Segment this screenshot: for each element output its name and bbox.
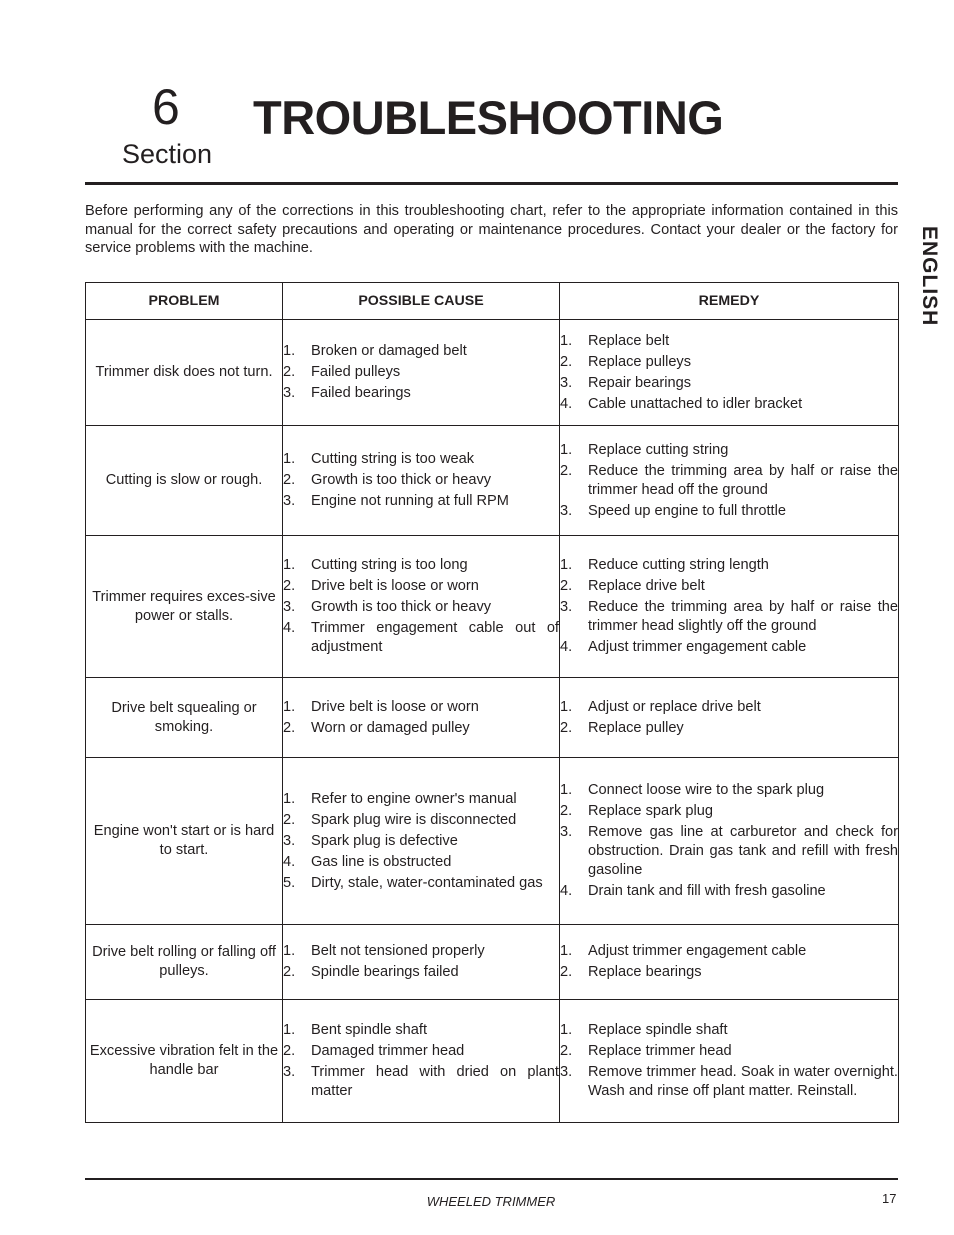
cause-list: [283, 342, 559, 403]
list-item-number: 3.: [560, 599, 573, 615]
list-item-text: Drain tank and fill with fresh gasoline: [588, 883, 826, 899]
list-item-number: 3.: [283, 1064, 296, 1080]
language-side-label: ENGLISH: [918, 226, 941, 327]
table-row: [86, 320, 899, 426]
list-item: [560, 1042, 898, 1061]
list-item: [283, 811, 559, 830]
cause-cell: [283, 1000, 560, 1123]
cause-cell: [283, 536, 560, 678]
problem-cell: Engine won't start or is hard to start.: [86, 758, 283, 925]
remedy-list: [560, 556, 898, 657]
list-item-text: Drive belt is loose or worn: [311, 698, 479, 715]
list-item-text: Growth is too thick or heavy: [311, 599, 492, 615]
list-item-number: 3.: [560, 824, 573, 840]
list-item-text: Cable unattached to idler bracket: [588, 395, 803, 412]
list-item: [560, 942, 898, 961]
list-item-text: Connect loose wire to the spark plug: [588, 782, 825, 798]
list-item: [560, 963, 898, 982]
list-item-text: Failed pulleys: [311, 364, 401, 380]
header-problem: PROBLEM: [86, 283, 283, 320]
cause-list: [283, 942, 559, 982]
list-item-number: 1.: [283, 1022, 296, 1038]
page-number: 17: [882, 1191, 897, 1206]
list-item-text: Speed up engine to full throttle: [588, 502, 786, 519]
problem-cell: Trimmer disk does not turn.: [86, 320, 283, 426]
cause-cell: [283, 426, 560, 536]
list-item-text: Replace trimmer head: [588, 1043, 732, 1059]
section-word: Section: [122, 139, 213, 169]
list-item-text: Remove trimmer head. Soak in water overnight. Wash and rinse off plant matter. Reinstall.: [588, 1064, 898, 1099]
list-item-number: 1.: [560, 698, 573, 715]
list-item-number: 5.: [283, 874, 296, 891]
troubleshooting-table: [85, 282, 899, 1123]
list-item-number: 1.: [283, 943, 296, 959]
list-item-text: Trimmer engagement cable out of adjustment: [311, 620, 559, 655]
list-item-text: Spark plug wire is disconnected: [311, 811, 517, 828]
table-row: [86, 925, 899, 1000]
list-item-text: Repair bearings: [588, 374, 692, 391]
list-item-number: 1.: [560, 557, 573, 573]
list-item-number: 2.: [283, 719, 296, 736]
list-item: [560, 332, 898, 351]
list-item: [283, 450, 559, 469]
list-item: [283, 556, 559, 575]
remedy-cell: [560, 758, 899, 925]
list-item-number: 2.: [560, 1043, 573, 1059]
remedy-list: [560, 441, 898, 521]
list-item-number: 3.: [283, 832, 296, 849]
section-number: 6: [152, 79, 180, 135]
list-item: [283, 963, 559, 982]
remedy-list: [560, 781, 898, 901]
list-item-number: 1.: [560, 441, 573, 458]
list-item-text: Replace spark plug: [588, 803, 713, 819]
list-item: [283, 832, 559, 851]
list-item: [283, 577, 559, 596]
list-item-text: Reduce the trimming area by half or raise the trimmer head off the ground: [588, 462, 898, 498]
list-item-text: Replace pulley: [588, 719, 684, 736]
list-item-text: Reduce cutting string length: [588, 557, 769, 573]
list-item-number: 2.: [283, 811, 296, 828]
table-row: [86, 758, 899, 925]
list-item-number: 1.: [283, 451, 296, 467]
list-item: [560, 719, 898, 738]
list-item-number: 2.: [560, 353, 573, 370]
list-item-number: 4.: [560, 395, 573, 412]
list-item-number: 1.: [283, 698, 296, 715]
list-item: [560, 1063, 898, 1101]
list-item-number: 1.: [283, 790, 296, 807]
list-item-text: Engine not running at full RPM: [311, 493, 509, 509]
list-item: [283, 874, 559, 893]
list-item: [283, 698, 559, 717]
intro-paragraph: Before performing any of the corrections in this troubleshooting chart, refer to the appropriate information contained in this manual for the correct safety precautions and operating or maintenance procedures. Contact your dealer or the factory for service problems with the machine.: [85, 203, 898, 257]
list-item-number: 4.: [560, 883, 573, 899]
table-row: [86, 678, 899, 758]
remedy-list: [560, 942, 898, 982]
problem-cell: Drive belt rolling or falling off pulleys.: [86, 925, 283, 1000]
header-remedy: REMEDY: [560, 283, 899, 320]
footer-title: WHEELED TRIMMER: [426, 1194, 556, 1209]
cause-cell: [283, 678, 560, 758]
problem-cell: Trimmer requires exces-sive power or stalls.: [86, 536, 283, 678]
list-item: [283, 942, 559, 961]
page-title: TROUBLESHOOTING: [253, 91, 724, 144]
table-row: [86, 1000, 899, 1123]
list-item-text: Broken or damaged belt: [311, 343, 467, 359]
remedy-list: [560, 332, 898, 414]
cause-list: [283, 450, 559, 511]
list-item-text: Adjust trimmer engagement cable: [588, 943, 807, 959]
list-item-text: Drive belt is loose or worn: [311, 578, 479, 594]
list-item-text: Replace bearings: [588, 964, 702, 980]
list-item-text: Spark plug is defective: [311, 832, 458, 849]
list-item-number: 3.: [283, 599, 296, 615]
list-item: [560, 781, 898, 800]
list-item-number: 1.: [560, 332, 573, 349]
problem-cell: Cutting is slow or rough.: [86, 426, 283, 536]
list-item: [560, 441, 898, 460]
list-item: [283, 790, 559, 809]
cause-cell: [283, 320, 560, 426]
list-item-text: Replace spindle shaft: [588, 1022, 728, 1038]
list-item-number: 2.: [560, 964, 573, 980]
list-item: [560, 374, 898, 393]
list-item: [283, 853, 559, 872]
list-item-text: Replace cutting string: [588, 441, 729, 458]
list-item: [283, 1063, 559, 1101]
list-item: [283, 719, 559, 738]
remedy-list: [560, 1021, 898, 1101]
list-item-text: Cutting string is too long: [311, 557, 468, 573]
list-item-number: 2.: [560, 719, 573, 736]
list-item-text: Adjust trimmer engagement cable: [588, 639, 807, 655]
list-item-text: Trimmer head with dried on plant matter: [311, 1064, 559, 1099]
list-item-number: 1.: [560, 943, 573, 959]
list-item-number: 2.: [283, 1043, 296, 1059]
list-item: [283, 363, 559, 382]
remedy-cell: [560, 536, 899, 678]
problem-cell: Excessive vibration felt in the handle bar: [86, 1000, 283, 1123]
cause-cell: [283, 758, 560, 925]
list-item: [560, 1021, 898, 1040]
list-item: [560, 502, 898, 521]
list-item-text: Failed bearings: [311, 385, 411, 401]
list-item-number: 4.: [560, 639, 573, 655]
table-header-row: [86, 283, 899, 320]
list-item-number: 3.: [283, 493, 296, 509]
list-item-text: Dirty, stale, water-contaminated gas: [311, 874, 543, 891]
footer-rule: [85, 1178, 898, 1180]
list-item: [283, 619, 559, 657]
list-item-text: Refer to engine owner's manual: [311, 790, 517, 807]
cause-list: [283, 790, 559, 893]
list-item-number: 4.: [283, 620, 296, 636]
problem-cell: Drive belt squealing or smoking.: [86, 678, 283, 758]
remedy-cell: [560, 426, 899, 536]
list-item-number: 1.: [283, 343, 296, 359]
list-item: [560, 638, 898, 657]
header-rule: [85, 182, 898, 185]
cause-cell: [283, 925, 560, 1000]
list-item-number: 2.: [560, 803, 573, 819]
list-item: [560, 698, 898, 717]
list-item-text: Worn or damaged pulley: [311, 719, 470, 736]
list-item: [283, 471, 559, 490]
list-item-number: 1.: [560, 1022, 573, 1038]
remedy-list: [560, 698, 898, 738]
list-item: [283, 384, 559, 403]
list-item-number: 3.: [283, 385, 296, 401]
list-item: [283, 1042, 559, 1061]
list-item-text: Remove gas line at carburetor and check for obstruction. Drain gas tank and refill with fresh gasoline: [588, 824, 898, 878]
list-item-text: Cutting string is too weak: [311, 451, 475, 467]
list-item-text: Replace belt: [588, 332, 670, 349]
list-item-number: 3.: [560, 374, 573, 391]
list-item-number: 1.: [283, 557, 296, 573]
list-item-number: 2.: [283, 364, 296, 380]
list-item: [283, 1021, 559, 1040]
list-item-number: 3.: [560, 1064, 573, 1080]
remedy-cell: [560, 678, 899, 758]
list-item-text: Replace drive belt: [588, 578, 705, 594]
list-item: [283, 598, 559, 617]
table-row: [86, 426, 899, 536]
list-item: [283, 492, 559, 511]
list-item: [560, 462, 898, 500]
remedy-cell: [560, 320, 899, 426]
header-possible-cause: POSSIBLE CAUSE: [283, 283, 560, 320]
list-item-text: Replace pulleys: [588, 353, 692, 370]
remedy-cell: [560, 1000, 899, 1123]
list-item: [560, 598, 898, 636]
remedy-cell: [560, 925, 899, 1000]
list-item-text: Belt not tensioned properly: [311, 943, 485, 959]
list-item-number: 2.: [560, 578, 573, 594]
list-item-text: Growth is too thick or heavy: [311, 472, 492, 488]
list-item-number: 2.: [283, 472, 296, 488]
list-item: [560, 395, 898, 414]
list-item-text: Bent spindle shaft: [311, 1022, 428, 1038]
list-item-number: 3.: [560, 502, 573, 519]
list-item-text: Gas line is obstructed: [311, 853, 452, 870]
list-item: [560, 353, 898, 372]
cause-list: [283, 556, 559, 657]
list-item-text: Adjust or replace drive belt: [588, 698, 761, 715]
list-item-number: 2.: [283, 578, 296, 594]
list-item: [560, 802, 898, 821]
cause-list: [283, 698, 559, 738]
list-item-text: Damaged trimmer head: [311, 1043, 465, 1059]
list-item: [560, 556, 898, 575]
table-row: [86, 536, 899, 678]
list-item-number: 1.: [560, 782, 573, 798]
list-item-number: 2.: [283, 964, 296, 980]
list-item: [560, 823, 898, 880]
list-item-text: Spindle bearings failed: [311, 964, 459, 980]
list-item: [560, 577, 898, 596]
cause-list: [283, 1021, 559, 1101]
list-item: [560, 882, 898, 901]
list-item-number: 2.: [560, 462, 573, 479]
list-item-number: 4.: [283, 853, 296, 870]
list-item-text: Reduce the trimming area by half or raise the trimmer head slightly off the ground: [588, 599, 898, 634]
list-item: [283, 342, 559, 361]
